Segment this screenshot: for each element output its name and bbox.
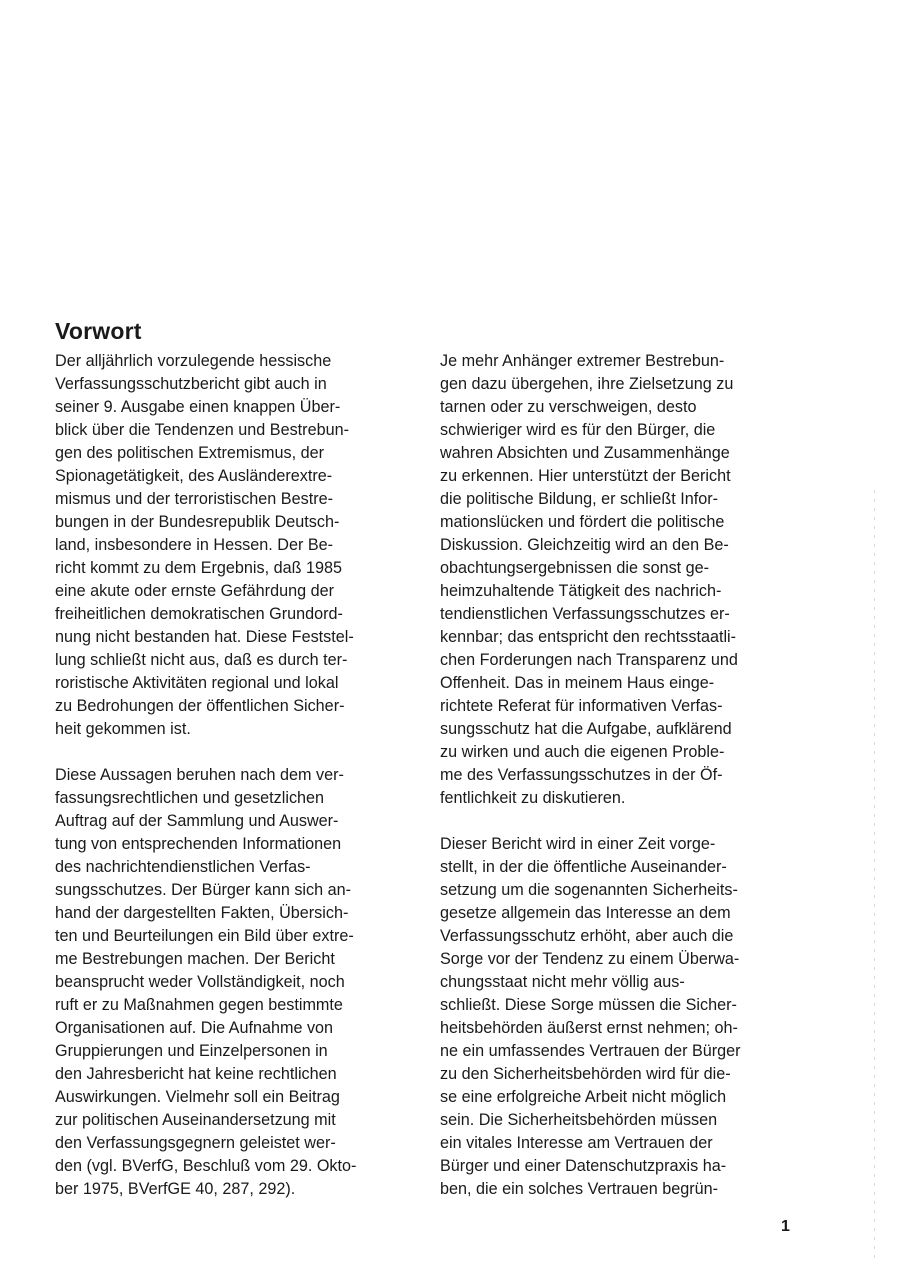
text-line: obachtungsergebnissen die sonst ge- [440, 559, 710, 577]
text-line: ber 1975, BVerfGE 40, 287, 292). [55, 1180, 296, 1198]
text-line: me Bestrebungen machen. Der Bericht [55, 950, 335, 968]
right-paragraph-1 [440, 350, 790, 810]
text-line: Dieser Bericht wird in einer Zeit vorge- [440, 835, 716, 853]
text-line: Je mehr Anhänger extremer Bestrebun- [440, 352, 725, 370]
text-line: lung schließt nicht aus, daß es durch ter- [55, 651, 348, 669]
text-line: blick über die Tendenzen und Bestrebun- [55, 421, 349, 439]
text-line: roristische Aktivitäten regional und lokal [55, 674, 339, 692]
left-paragraph-2 [55, 764, 405, 1201]
text-line: ein vitales Interesse am Vertrauen der [440, 1134, 713, 1152]
text-line: des nachrichtendienstlichen Verfas- [55, 858, 311, 876]
right-column [440, 350, 790, 1201]
text-line: heimzuhaltende Tätigkeit des nachrich- [440, 582, 722, 600]
text-line: richt kommt zu dem Ergebnis, daß 1985 [55, 559, 343, 577]
text-line: zu Bedrohungen der öffentlichen Sicher- [55, 697, 345, 715]
text-line: wahren Absichten und Zusammenhänge [440, 444, 730, 462]
text-line: tarnen oder zu verschweigen, desto [440, 398, 697, 416]
text-line: zu erkennen. Hier unterstützt der Bericht [440, 467, 731, 485]
right-paragraph-2 [440, 833, 790, 1201]
text-line: Der alljährlich vorzulegende hessische [55, 352, 332, 370]
text-line: Gruppierungen und Einzelpersonen in [55, 1042, 328, 1060]
text-line: richtete Referat für informativen Verfas- [440, 697, 723, 715]
text-line: bungen in der Bundesrepublik Deutsch- [55, 513, 340, 531]
text-line: schließt. Diese Sorge müssen die Sicher- [440, 996, 737, 1014]
text-line: gesetze allgemein das Interesse an dem [440, 904, 731, 922]
text-line: land, insbesondere in Hessen. Der Be- [55, 536, 334, 554]
text-line: hand der dargestellten Fakten, Übersich- [55, 904, 349, 922]
text-line: gen des politischen Extremismus, der [55, 444, 325, 462]
text-line: Verfassungsschutzbericht gibt auch in [55, 375, 327, 393]
text-line: den Jahresbericht hat keine rechtlichen [55, 1065, 337, 1083]
text-line: mismus und der terroristischen Bestre- [55, 490, 333, 508]
text-line: Auswirkungen. Vielmehr soll ein Beitrag [55, 1088, 340, 1106]
text-line: ten und Beurteilungen ein Bild über extre- [55, 927, 354, 945]
text-line: seiner 9. Ausgabe einen knappen Über- [55, 398, 341, 416]
text-line: heitsbehörden äußerst ernst nehmen; oh- [440, 1019, 738, 1037]
text-line: den (vgl. BVerfG, Beschluß vom 29. Okto- [55, 1157, 357, 1175]
scan-edge-artifact [874, 490, 875, 1260]
text-line: beansprucht weder Vollständigkeit, noch [55, 973, 345, 991]
text-line: zur politischen Auseinandersetzung mit [55, 1111, 336, 1129]
text-line: den Verfassungsgegnern geleistet wer- [55, 1134, 336, 1152]
text-line: tendienstlichen Verfassungsschutzes er- [440, 605, 730, 623]
text-line: nung nicht bestanden hat. Diese Feststel- [55, 628, 354, 646]
text-line: mationslücken und fördert die politische [440, 513, 725, 531]
text-line: kennbar; das entspricht den rechtsstaatli- [440, 628, 737, 646]
text-line: ben, die ein solches Vertrauen begrün- [440, 1180, 719, 1198]
text-line: tung von entsprechenden Informationen [55, 835, 342, 853]
text-line: sungsschutz hat die Aufgabe, aufklärend [440, 720, 732, 738]
text-line: Bürger und einer Datenschutzpraxis ha- [440, 1157, 727, 1175]
page-number: 1 [781, 1218, 790, 1235]
text-line: zu wirken und auch die eigenen Proble- [440, 743, 725, 761]
text-line: Sorge vor der Tendenz zu einem Überwa- [440, 950, 740, 968]
text-line: stellt, in der die öffentliche Auseinander- [440, 858, 727, 876]
text-line: sein. Die Sicherheitsbehörden müssen [440, 1111, 718, 1129]
text-line: schwieriger wird es für den Bürger, die [440, 421, 716, 439]
text-line: freiheitlichen demokratischen Grundord- [55, 605, 343, 623]
text-line: zu den Sicherheitsbehörden wird für die- [440, 1065, 731, 1083]
text-line: Diskussion. Gleichzeitig wird an den Be- [440, 536, 729, 554]
text-line: fentlichkeit zu diskutieren. [440, 789, 626, 807]
text-line: eine akute oder ernste Gefährdung der [55, 582, 334, 600]
text-line: heit gekommen ist. [55, 720, 191, 738]
page-title: Vorwort [55, 318, 142, 344]
text-line: fassungsrechtlichen und gesetzlichen [55, 789, 325, 807]
text-line: setzung um die sogenannten Sicherheits- [440, 881, 738, 899]
text-line: ruft er zu Maßnahmen gegen bestimmte [55, 996, 343, 1014]
text-line: Organisationen auf. Die Aufnahme von [55, 1019, 334, 1037]
left-paragraph-1 [55, 350, 405, 741]
text-line: Verfassungsschutz erhöht, aber auch die [440, 927, 734, 945]
text-line: chungsstaat nicht mehr völlig aus- [440, 973, 685, 991]
text-line: ne ein umfassendes Vertrauen der Bürger [440, 1042, 741, 1060]
text-line: Offenheit. Das in meinem Haus einge- [440, 674, 715, 692]
paragraph-gap [55, 741, 405, 764]
text-line: gen dazu übergehen, ihre Zielsetzung zu [440, 375, 734, 393]
text-line: se eine erfolgreiche Arbeit nicht möglich [440, 1088, 727, 1106]
text-line: chen Forderungen nach Transparenz und [440, 651, 738, 669]
paragraph-gap [440, 810, 790, 833]
text-line: sungsschutzes. Der Bürger kann sich an- [55, 881, 352, 899]
text-line: me des Verfassungsschutzes in der Öf- [440, 766, 723, 784]
text-line: die politische Bildung, er schließt Infor- [440, 490, 719, 508]
text-line: Spionagetätigkeit, des Ausländerextre- [55, 467, 333, 485]
text-line: Diese Aussagen beruhen nach dem ver- [55, 766, 344, 784]
left-column [55, 350, 405, 1201]
text-line: Auftrag auf der Sammlung und Auswer- [55, 812, 339, 830]
